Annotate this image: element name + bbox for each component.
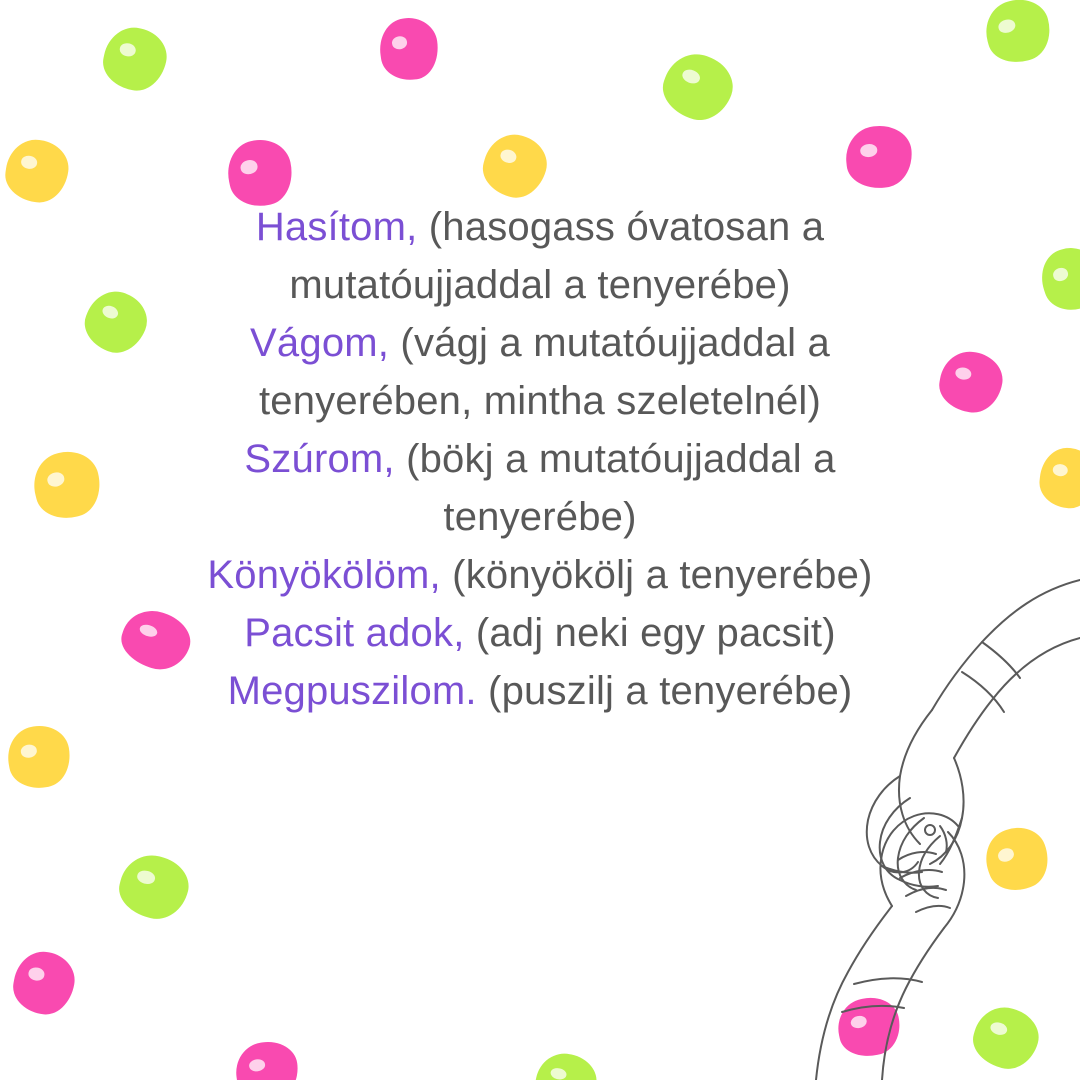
- verse-line-instruction: (puszilj a tenyerébe): [476, 669, 853, 713]
- decorative-blob: [1034, 241, 1080, 318]
- verse-line-instruction: (hasogass óvatosan a: [417, 205, 825, 249]
- verse-line: [90, 662, 990, 720]
- verse-line: [90, 604, 990, 662]
- verse-text-block: [90, 198, 990, 720]
- verse-line-accent: Hasítom,: [255, 205, 418, 249]
- decorative-blob: [232, 1038, 301, 1080]
- verse-line: [90, 256, 990, 314]
- verse-line-accent: Vágom,: [250, 321, 390, 365]
- decorative-blob: [1037, 445, 1080, 511]
- verse-line-instruction: (könyökölj a tenyerébe): [440, 553, 873, 597]
- decorative-blob: [843, 123, 915, 192]
- verse-line-instruction: tenyerében, mintha szeletelnél): [258, 379, 822, 423]
- verse-line: [90, 488, 990, 546]
- verse-line: [90, 314, 990, 372]
- verse-line-instruction: (vágj a mutatóujjaddal a: [389, 321, 830, 365]
- verse-line: [90, 546, 990, 604]
- verse-line-accent: Könyökölöm,: [207, 553, 441, 597]
- decorative-blob: [531, 1048, 601, 1080]
- verse-line-instruction: tenyerébe): [443, 495, 637, 539]
- verse-line-accent: Szúrom,: [244, 437, 395, 481]
- decorative-blob: [477, 128, 554, 205]
- decorative-blob: [979, 0, 1057, 69]
- decorative-blob: [833, 992, 906, 1062]
- decorative-blob: [967, 1000, 1045, 1075]
- verse-line: [90, 430, 990, 488]
- verse-line-accent: Pacsit adok,: [244, 611, 465, 655]
- verse-line: [90, 198, 990, 256]
- verse-line-instruction: (bökj a mutatóujjaddal a: [394, 437, 836, 481]
- verse-line-instruction: (adj neki egy pacsit): [464, 611, 836, 655]
- verse-line-accent: Megpuszilom.: [227, 669, 477, 713]
- decorative-blob: [376, 14, 442, 83]
- decorative-blob: [655, 45, 741, 128]
- decorative-blob: [977, 819, 1056, 898]
- decorative-blob: [2, 136, 72, 206]
- decorative-blob: [9, 947, 79, 1018]
- decorative-blob: [114, 849, 195, 926]
- decorative-blob: [98, 22, 172, 96]
- verse-line: [90, 372, 990, 430]
- verse-line-instruction: mutatóujjaddal a tenyerébe): [289, 263, 791, 307]
- decorative-blob: [3, 721, 75, 793]
